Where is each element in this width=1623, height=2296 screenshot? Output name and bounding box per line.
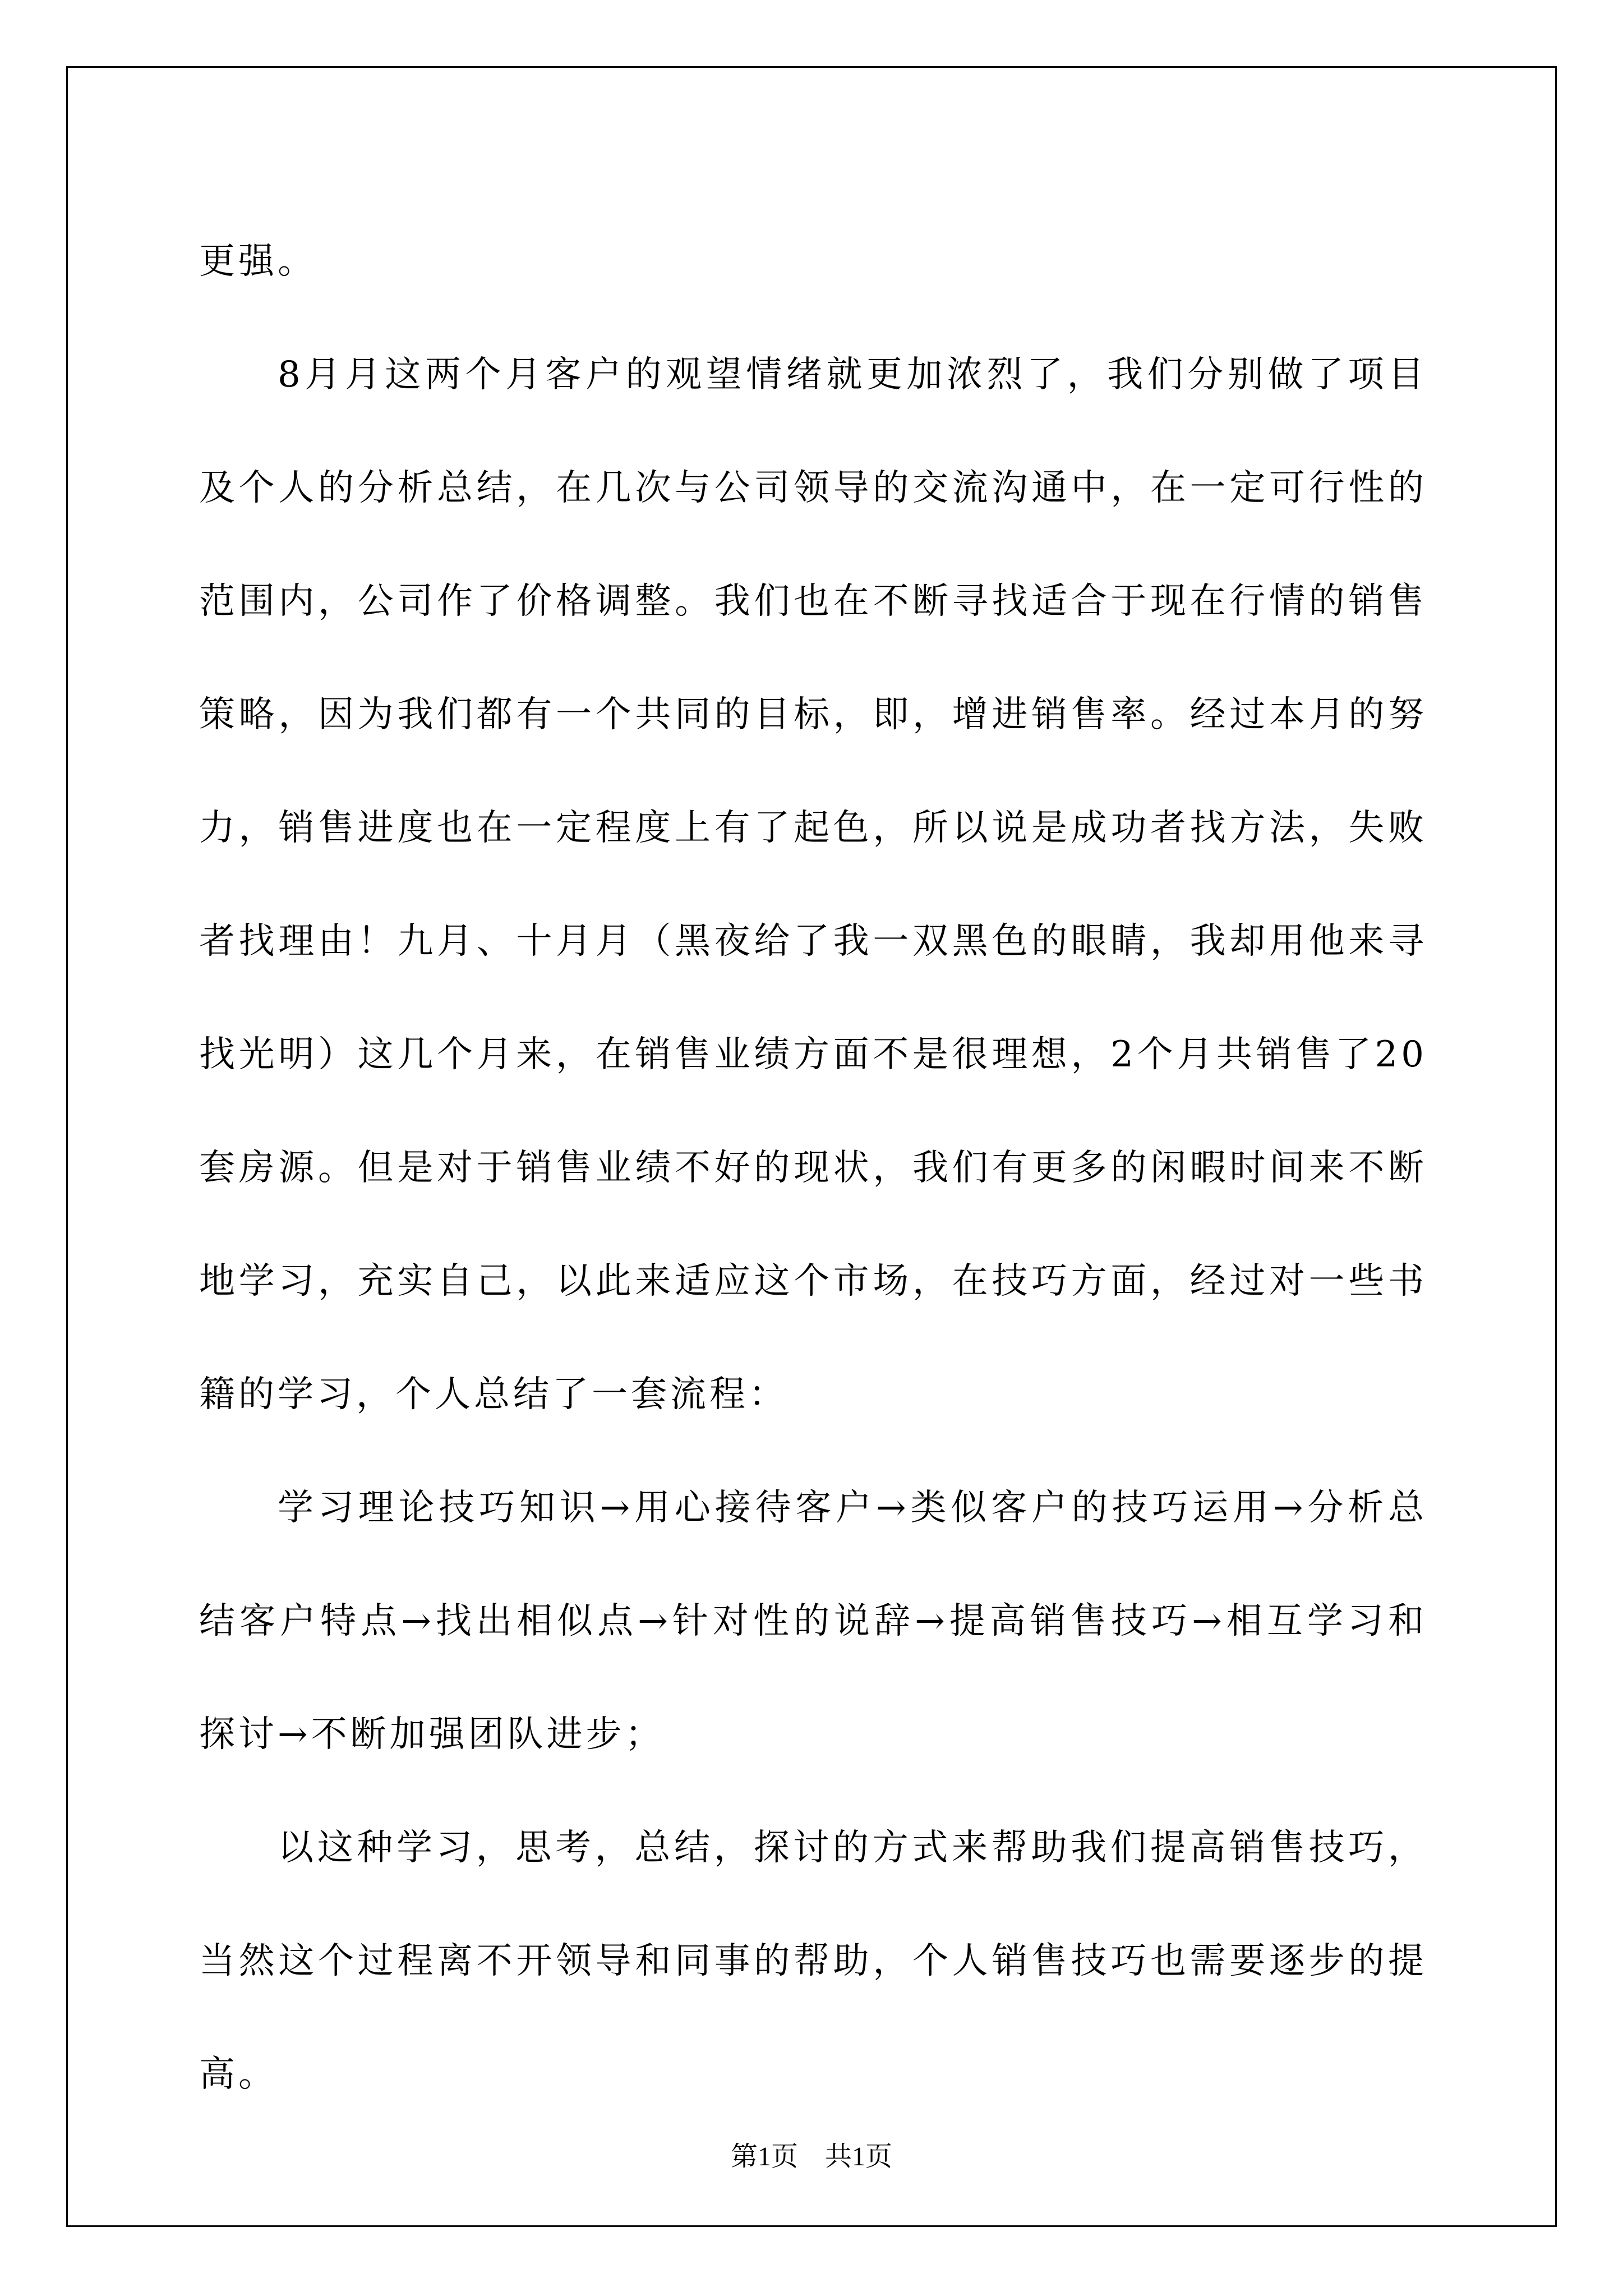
paragraph-3: 学习理论技巧知识→用心接待客户→类似客户的技巧运用→分析总结客户特点→找出相似点→针对性的说辞→提高销售技巧→相互学习和探讨→不断加强团队进步； — [199, 1487, 1427, 1755]
paragraph-2: 8月月这两个月客户的观望情绪就更加浓烈了，我们分别做了项目及个人的分析总结，在几次与公司领导的交流沟通中，在一定可行性的范围内，公司作了价格调整。我们也在不断寻找适合于现在行情的销售策略，因为我们都有一个共同的目标，即，增进销售率。经过本月的努力，销售进度也在一定程度上有了起色，所以说是成功者找方法，失败者找理由！九月、十月月（黑夜给了我一双黑色的眼睛，我却用他来寻找光明）这几个月来，在销售业绩方面不是很理想，2个月共销售了20套房源。但是对于销售业绩不好的现状，我们有更多的闲暇时间来不断地学习，充实自己，以此来适应这个市场，在技巧方面，经过对一些书籍的学习，个人总结了一套流程： — [199, 354, 1427, 1415]
paragraph-4: 以这种学习，思考，总结，探讨的方式来帮助我们提高销售技巧，当然这个过程离不开领导和同事的帮助，个人销售技巧也需要逐步的提高。 — [199, 1827, 1427, 2095]
paragraph-1: 更强。 — [199, 241, 317, 282]
document-body — [199, 205, 1427, 2131]
page-number-footer: 第1页 共1页 — [730, 2142, 892, 2171]
